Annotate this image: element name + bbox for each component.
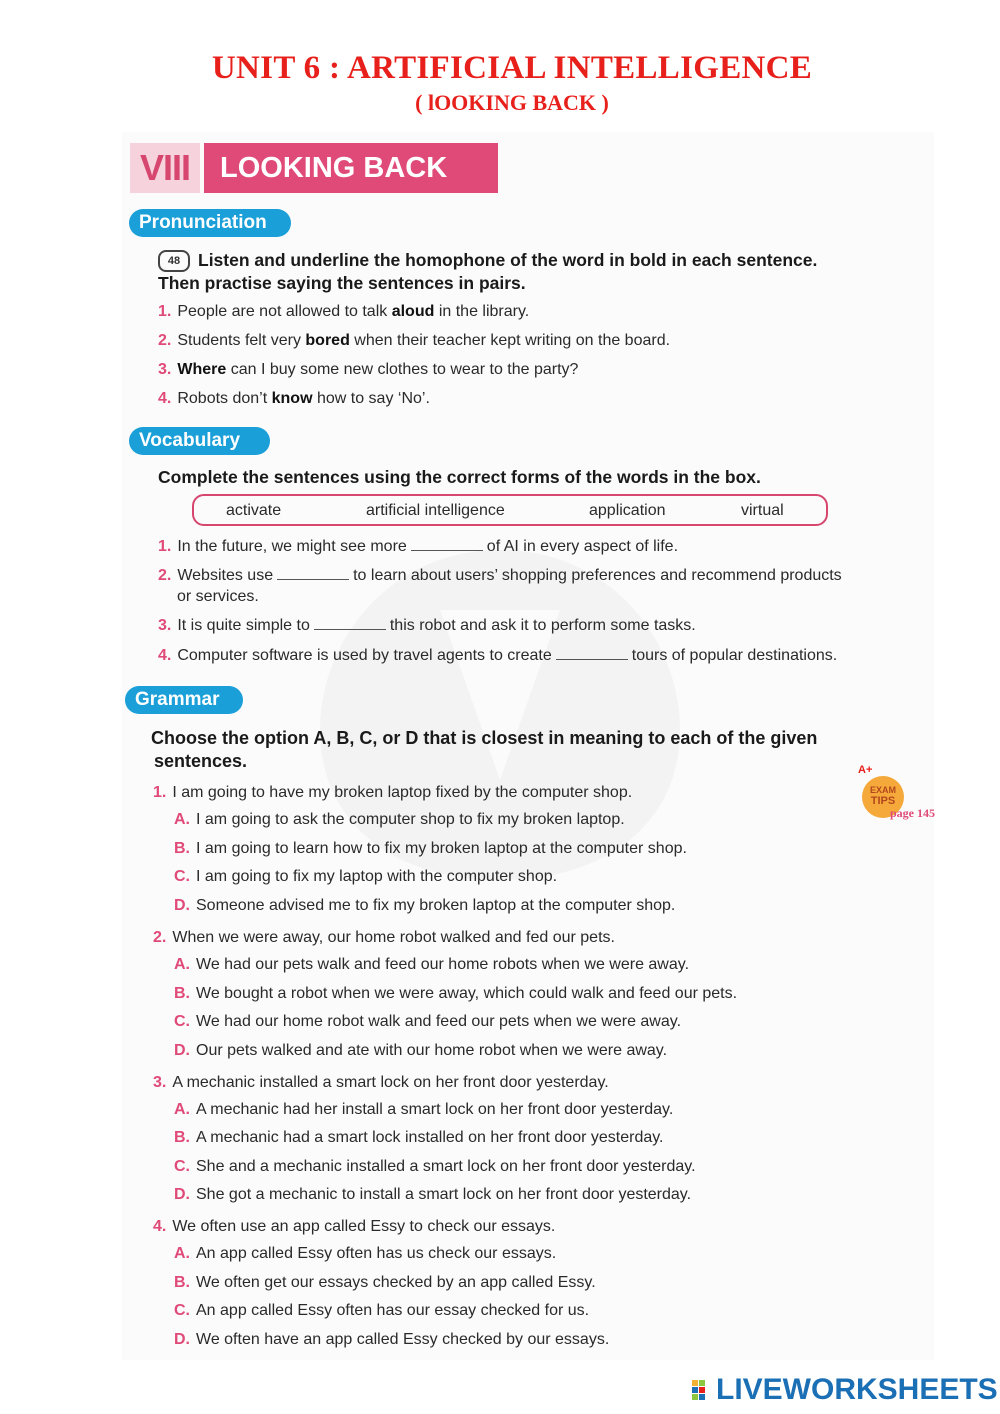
item-text: how to say ‘No’. [312,390,430,407]
item-text: can I buy some new clothes to wear to the party? [226,361,579,378]
answer-option[interactable] [174,956,689,974]
option-text: We often have an app called Essy checked by our essays. [196,1331,610,1348]
option-text: She got a mechanic to install a smart lock on her front door yesterday. [196,1186,692,1203]
item-text: of AI in every aspect of life. [486,538,679,555]
word-option[interactable]: activate [226,502,282,519]
grammar-label: Grammar [125,686,243,714]
option-letter: D. [174,1186,190,1203]
question-number: 1. [153,784,167,801]
answer-blank[interactable] [314,615,386,630]
pronunciation-instruction-line1: Listen and underline the homophone of the word in bold in each sentence. [198,250,818,270]
option-letter: B. [174,840,190,857]
item-number: 4. [158,390,172,407]
answer-option[interactable] [174,1245,556,1263]
answer-option[interactable] [174,985,737,1003]
answer-option[interactable] [174,1129,664,1147]
option-letter: A. [174,1245,190,1262]
item-text: in the library. [434,303,530,320]
option-letter: C. [174,1013,190,1030]
vocab-item-continuation: or services. [177,588,259,605]
answer-option[interactable] [174,1158,696,1176]
answer-option[interactable] [174,1013,681,1031]
option-letter: D. [174,1331,190,1348]
item-number: 2. [158,332,172,349]
answer-option[interactable] [174,811,625,829]
section-number: VIII [130,143,200,193]
pron-item [158,330,670,352]
answer-option[interactable] [174,897,675,915]
option-letter: B. [174,1274,190,1291]
exam-tips-badge[interactable] [856,764,946,824]
liveworksheets-logo[interactable] [692,1374,998,1406]
word-box [192,494,828,526]
item-text: tours of popular destinations. [631,647,838,664]
vocabulary-instruction: Complete the sentences using the correct forms of the words in the box. [158,467,761,487]
word-option[interactable]: virtual [741,502,784,519]
brand-name: LIVEWORKSHEETS [716,1373,998,1406]
option-letter: A. [174,1101,190,1118]
unit-title: UNIT 6 : ARTIFICIAL INTELLIGENCE [211,50,813,86]
item-text: It is quite simple to [177,617,310,634]
option-text: We bought a robot when we were away, which could walk and feed our pets. [196,985,738,1002]
audio-track-icon[interactable]: 48 [158,250,190,272]
answer-blank[interactable] [411,536,483,551]
vocab-item [158,536,678,558]
option-text: We often get our essays checked by an app called Essy. [196,1274,596,1291]
option-text: I am going to ask the computer shop to fix my broken laptop. [196,811,625,828]
answer-option[interactable] [174,1274,596,1292]
question-text: When we were away, our home robot walked and fed our pets. [172,929,615,946]
answer-blank[interactable] [556,645,628,660]
answer-option[interactable] [174,1186,691,1204]
vocab-item [158,645,837,667]
grammar-question [153,927,615,949]
option-letter: C. [174,868,190,885]
grammar-question [153,1072,609,1094]
answer-option[interactable] [174,1101,673,1119]
word-option[interactable]: application [589,502,666,519]
option-text: A mechanic had her install a smart lock on her front door yesterday. [196,1101,674,1118]
item-text: Students felt very [177,332,306,349]
option-text: I am going to learn how to fix my broken laptop at the computer shop. [196,840,687,857]
question-text: A mechanic installed a smart lock on her front door yesterday. [172,1074,609,1091]
question-number: 3. [153,1074,167,1091]
option-text: An app called Essy often has us check our essays. [196,1245,557,1262]
option-letter: A. [174,956,190,973]
bold-word[interactable]: know [271,390,313,407]
item-text: when their teacher kept writing on the board. [349,332,671,349]
item-number: 3. [158,361,172,378]
option-text: Someone advised me to fix my broken laptop at the computer shop. [196,897,676,914]
exam-tips-line1: EXAM [869,785,896,795]
question-number: 4. [153,1218,167,1235]
answer-option[interactable] [174,868,557,886]
option-text: I am going to fix my laptop with the computer shop. [196,868,558,885]
option-letter: B. [174,985,190,1002]
item-number: 1. [158,538,172,555]
item-number: 4. [158,647,172,664]
pron-item [158,388,430,410]
item-text: Robots don’t [177,390,272,407]
option-text: An app called Essy often has our essay checked for us. [196,1302,590,1319]
option-letter: C. [174,1302,190,1319]
vocabulary-label: Vocabulary [129,427,270,455]
option-text: A mechanic had a smart lock installed on her front door yesterday. [196,1129,664,1146]
section-banner-title: LOOKING BACK [204,143,498,193]
question-text: I am going to have my broken laptop fixed by the computer shop. [172,784,633,801]
liveworksheets-logo-icon [692,1378,714,1402]
bold-word[interactable]: bored [305,332,350,349]
item-number: 2. [158,567,172,584]
exam-tips-aplus: A+ [858,764,873,776]
grammar-instruction-line2: sentences. [154,751,248,771]
pronunciation-instruction-line2: Then practise saying the sentences in pairs. [158,273,526,293]
item-text: People are not allowed to talk [177,303,392,320]
pron-item [158,301,529,323]
item-text: In the future, we might see more [177,538,407,555]
grammar-question [153,1216,555,1238]
pron-item [158,359,578,381]
option-text: Our pets walked and ate with our home robot when we were away. [196,1042,668,1059]
grammar-question [153,782,632,804]
option-letter: C. [174,1158,190,1175]
option-letter: D. [174,897,190,914]
pronunciation-instruction [158,249,817,272]
option-letter: B. [174,1129,190,1146]
vocab-item [158,615,696,637]
exam-tips-page: page 145 [890,806,935,820]
option-letter: D. [174,1042,190,1059]
bold-word[interactable]: aloud [391,303,435,320]
item-text: Computer software is used by travel agents to create [177,647,552,664]
grammar-instruction-line1: Choose the option A, B, C, or D that is closest in meaning to each of the given [151,728,818,748]
answer-option[interactable] [174,840,687,858]
item-number: 3. [158,617,172,634]
option-letter: A. [174,811,190,828]
item-text: to learn about users’ shopping preferences and recommend products [353,567,842,584]
answer-option[interactable] [174,1331,609,1349]
item-text: this robot and ask it to perform some tasks. [389,617,696,634]
item-number: 1. [158,303,172,320]
answer-option[interactable] [174,1042,667,1060]
option-text: We had our pets walk and feed our home robots when we were away. [196,956,690,973]
option-text: She and a mechanic installed a smart lock on her front door yesterday. [196,1158,696,1175]
word-option[interactable]: artificial intelligence [366,502,505,519]
question-number: 2. [153,929,167,946]
item-text: Websites use [177,567,274,584]
option-text: We had our home robot walk and feed our pets when we were away. [196,1013,682,1030]
exam-tips-line2: TIPS [870,795,896,807]
question-text: We often use an app called Essy to check our essays. [172,1218,556,1235]
answer-option[interactable] [174,1302,589,1320]
pronunciation-label: Pronunciation [129,209,291,237]
bold-word[interactable]: Where [177,361,227,378]
answer-blank[interactable] [277,565,349,580]
vocab-item [158,565,842,587]
unit-subtitle: ( lOOKING BACK ) [415,90,609,115]
